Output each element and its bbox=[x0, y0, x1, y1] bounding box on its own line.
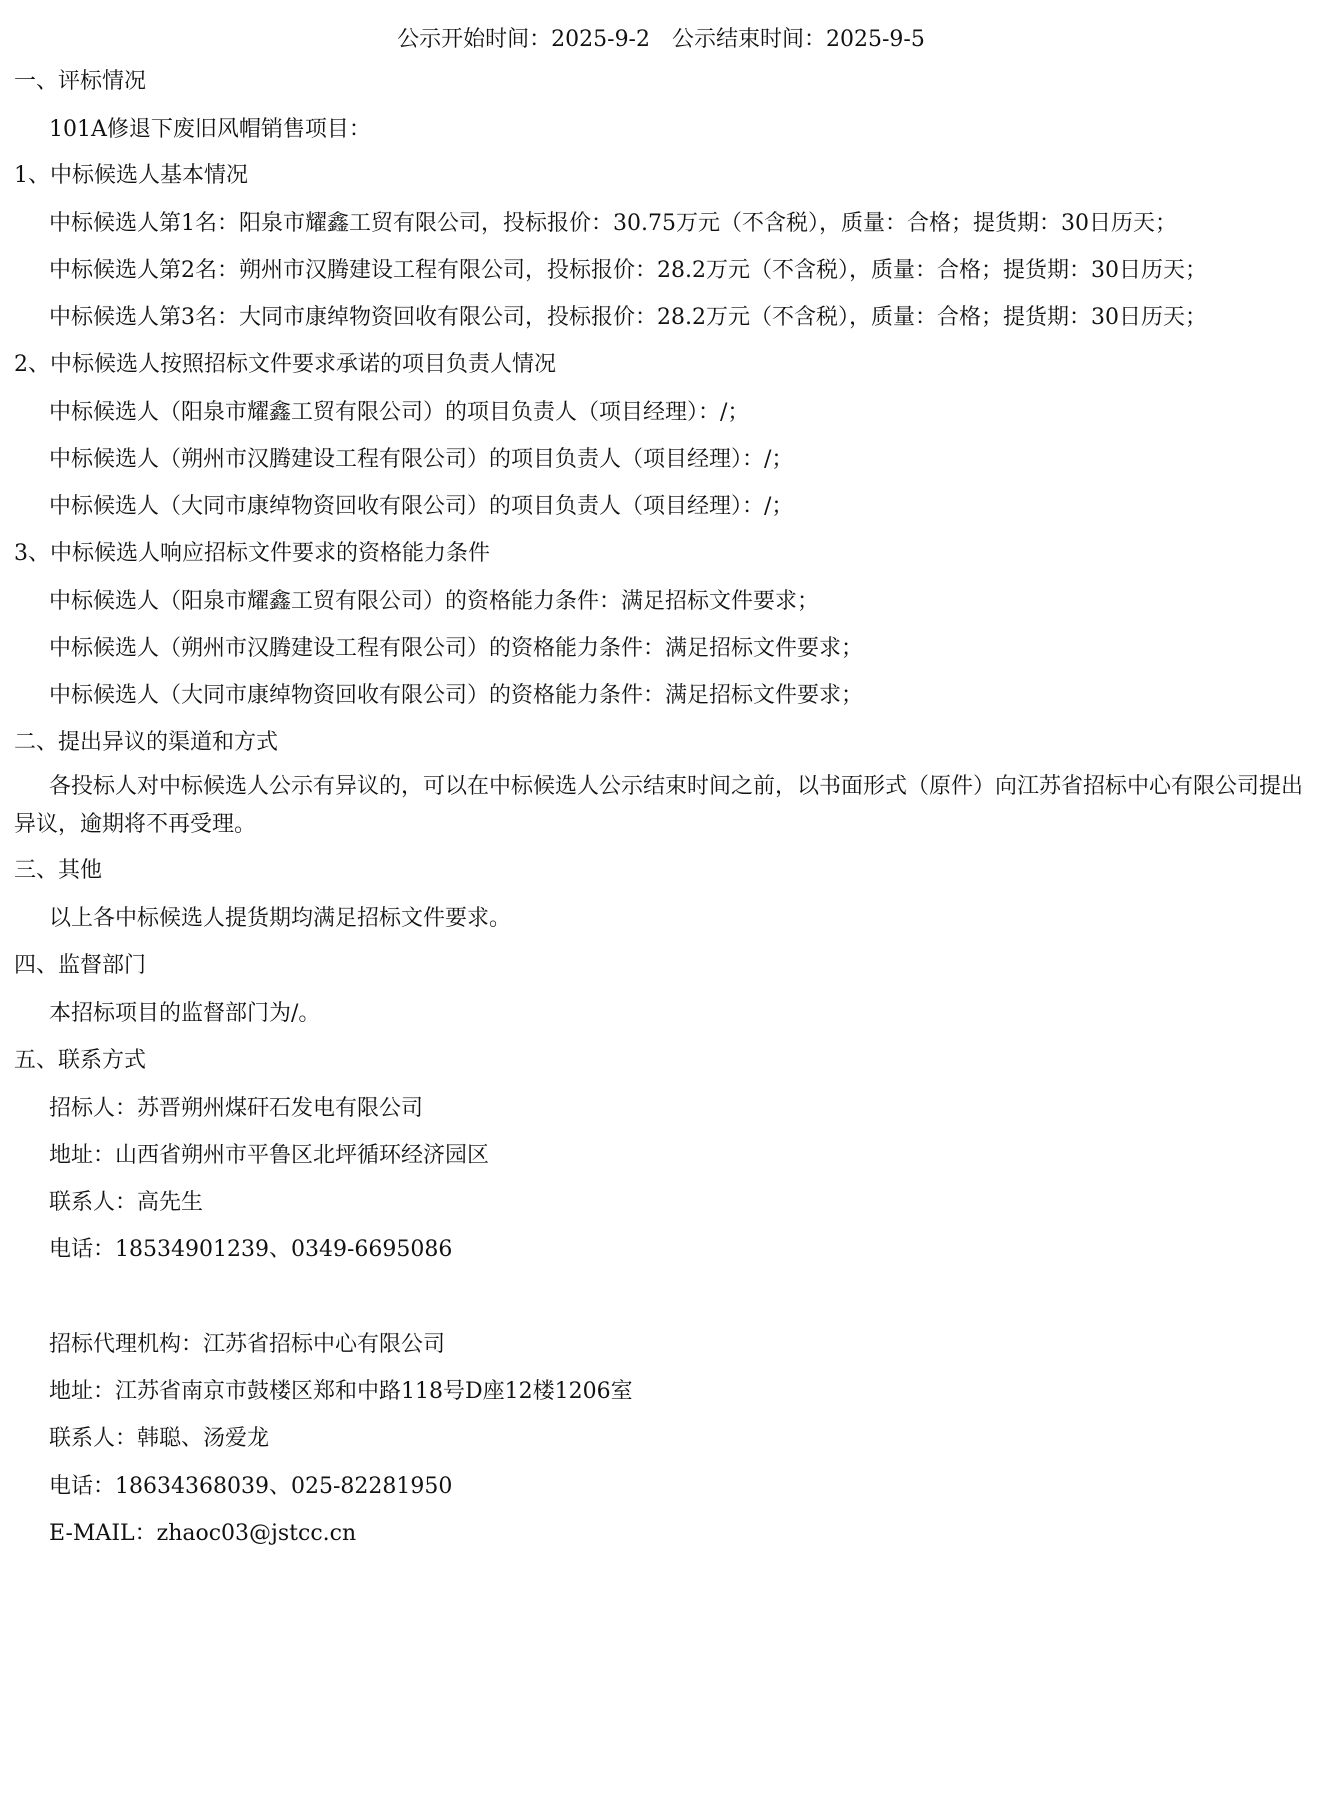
project-leader-item-3: 中标候选人（大同市康绰物资回收有限公司）的项目负责人（项目经理）：/； bbox=[49, 494, 794, 519]
objection-body: 各投标人对中标候选人公示有异议的，可以在中标候选人公示结束时间之前，以书面形式（原件）向江苏省招标中心有限公司提出异议，逾期将不再受理。 bbox=[14, 774, 1304, 837]
qualification-title: 3、中标候选人响应招标文件要求的资格能力条件 bbox=[14, 541, 490, 566]
candidates-basic-title: 1、中标候选人基本情况 bbox=[14, 163, 248, 188]
supervision-body: 本招标项目的监督部门为/。 bbox=[49, 1001, 321, 1026]
agency-address: 地址：江苏省南京市鼓楼区郑和中路118号D座12楼1206室 bbox=[49, 1379, 633, 1404]
tenderer-name: 招标人：苏晋朔州煤矸石发电有限公司 bbox=[49, 1096, 424, 1121]
supervision-title: 四、监督部门 bbox=[14, 953, 147, 978]
project-name: 101A修退下废旧风帽销售项目： bbox=[49, 117, 371, 142]
publicity-start-time: 公示开始时间：2025-9-2 bbox=[397, 27, 650, 52]
tenderer-contact: 联系人：高先生 bbox=[49, 1190, 204, 1215]
agency-phone: 电话：18634368039、025-82281950 bbox=[49, 1474, 453, 1499]
candidate-item-3: 中标候选人第3名：大同市康绰物资回收有限公司，投标报价：28.2万元（不含税），质量：合格；提货期：30日历天； bbox=[49, 305, 1207, 330]
qualification-item-3: 中标候选人（大同市康绰物资回收有限公司）的资格能力条件：满足招标文件要求； bbox=[49, 683, 864, 708]
other-body: 以上各中标候选人提货期均满足招标文件要求。 bbox=[49, 906, 512, 931]
qualification-item-1: 中标候选人（阳泉市耀鑫工贸有限公司）的资格能力条件：满足招标文件要求； bbox=[49, 589, 820, 614]
section-evaluation-title: 一、评标情况 bbox=[14, 69, 147, 94]
project-leader-item-2: 中标候选人（朔州市汉腾建设工程有限公司）的项目负责人（项目经理）：/； bbox=[49, 447, 794, 472]
project-leader-title: 2、中标候选人按照招标文件要求承诺的项目负责人情况 bbox=[14, 352, 556, 377]
candidate-item-1: 中标候选人第1名：阳泉市耀鑫工贸有限公司，投标报价：30.75万元（不含税），质量：合格；提货期：30日历天； bbox=[49, 211, 1177, 236]
project-leader-item-1: 中标候选人（阳泉市耀鑫工贸有限公司）的项目负责人（项目经理）：/； bbox=[49, 400, 750, 425]
agency-email: E-MAIL：zhaoc03@jstcc.cn bbox=[49, 1521, 357, 1546]
publicity-period bbox=[0, 25, 1322, 55]
tenderer-phone: 电话：18534901239、0349-6695086 bbox=[49, 1237, 453, 1262]
tenderer-address: 地址：山西省朔州市平鲁区北坪循环经济园区 bbox=[49, 1143, 490, 1168]
publicity-end-time: 公示结束时间：2025-9-5 bbox=[672, 27, 925, 52]
qualification-item-2: 中标候选人（朔州市汉腾建设工程有限公司）的资格能力条件：满足招标文件要求； bbox=[49, 636, 864, 661]
contact-title: 五、联系方式 bbox=[14, 1048, 147, 1073]
agency-contact: 联系人：韩聪、汤爱龙 bbox=[49, 1426, 270, 1451]
other-title: 三、其他 bbox=[14, 858, 103, 883]
objection-title: 二、提出异议的渠道和方式 bbox=[14, 730, 279, 755]
agency-name: 招标代理机构：江苏省招标中心有限公司 bbox=[49, 1332, 446, 1357]
candidate-item-2: 中标候选人第2名：朔州市汉腾建设工程有限公司，投标报价：28.2万元（不含税），质量：合格；提货期：30日历天； bbox=[49, 258, 1207, 283]
